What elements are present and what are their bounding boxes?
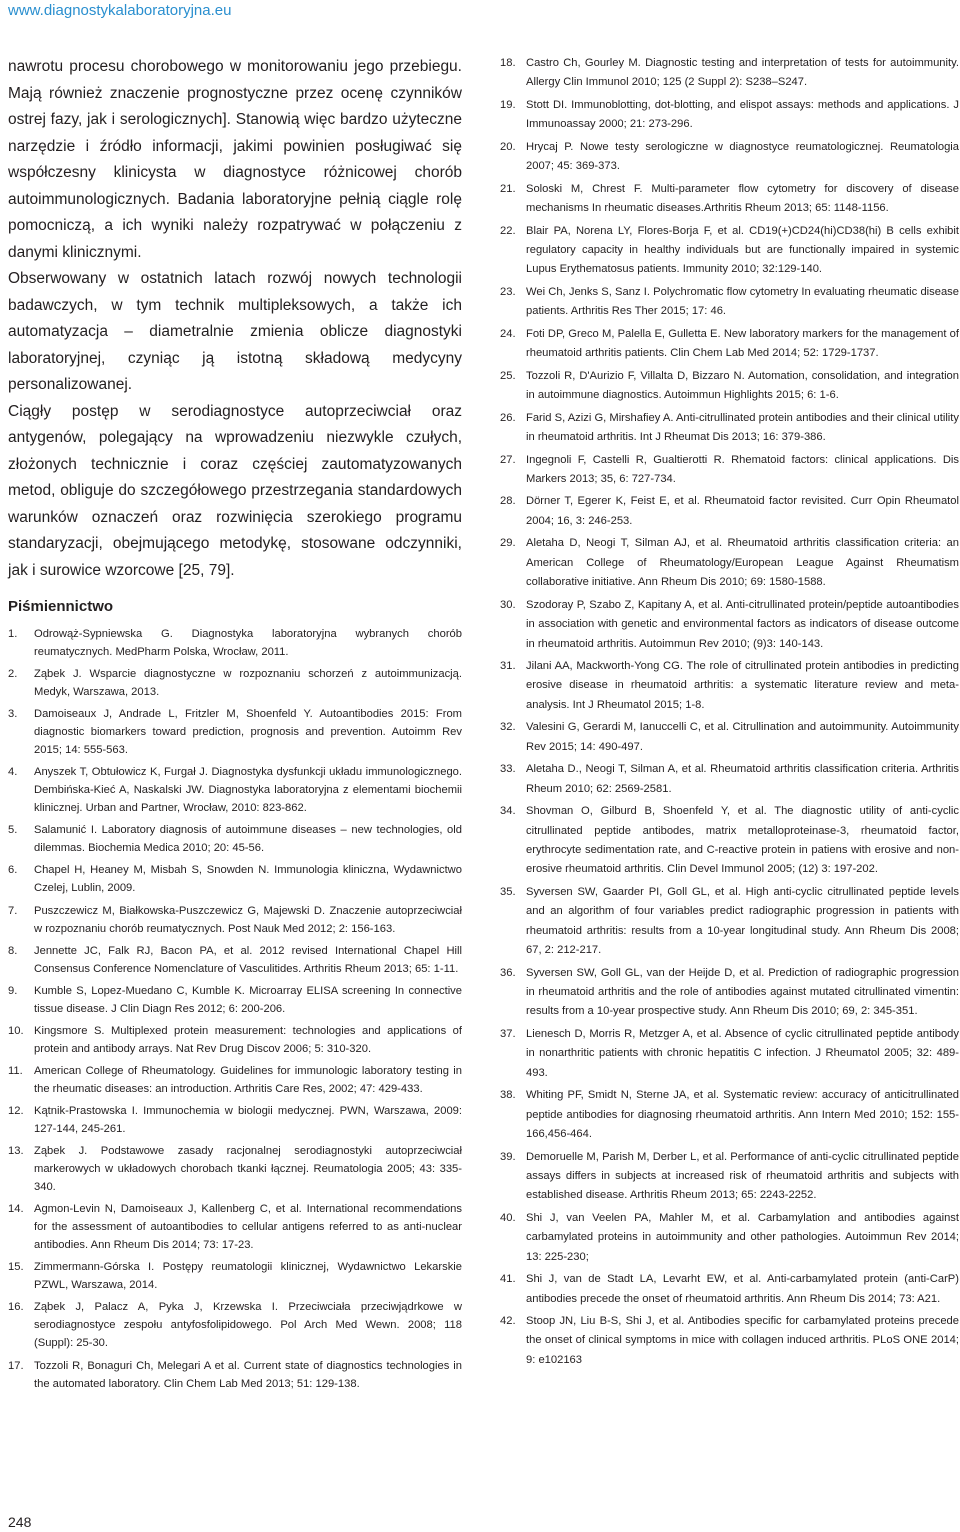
reference-item	[500, 1209, 959, 1267]
reference-number: 4.	[8, 766, 18, 779]
reference-number: 28.	[500, 495, 516, 508]
reference-number: 18.	[500, 57, 516, 69]
reference-item	[8, 763, 462, 817]
reference-number: 35.	[500, 885, 516, 898]
reference-text: Jilani AA, Mackworth-Yong CG. The role of citrullinated protein antibodies in predicting erosive disease in rheumatoid arthritis: a systematic literature review and meta-analysis. Int J Rheumatol 2015; 1-8.	[526, 660, 959, 711]
reference-item	[500, 1086, 959, 1144]
reference-number: 25.	[500, 369, 516, 382]
reference-text: Salamunić I. Laboratory diagnosis of autoimmune diseases – new technologies, old dilemmas. Biochemia Medica 2010; 20: 45-56.	[34, 824, 462, 855]
reference-item	[500, 222, 959, 280]
references-list-left	[8, 625, 462, 1397]
reference-item	[500, 1312, 959, 1370]
reference-item	[500, 1025, 959, 1083]
reference-item	[500, 492, 959, 531]
reference-number: 5.	[8, 824, 18, 837]
reference-number: 29.	[500, 537, 516, 550]
reference-item	[8, 1357, 462, 1393]
reference-item	[500, 596, 959, 654]
reference-text: Aletaha D, Neogi T, Silman AJ, et al. Rheumatoid arthritis classification criteria: an American College of Rheumatology/European League Against Rheumatism collaborative initiative. Ann Rheum Dis 2010; 69: 1580-1588.	[526, 537, 959, 589]
reference-number: 26.	[500, 411, 516, 424]
site-url-link[interactable]: www.diagnostykalaboratoryjna.eu	[8, 2, 232, 19]
reference-number: 3.	[8, 708, 18, 721]
reference-number: 2.	[8, 668, 18, 681]
reference-number: 15.	[8, 1261, 24, 1274]
reference-text: Kumble S, Lopez-Muedano C, Kumble K. Microarray ELISA screening In connective tissue disease. J Clin Diagn Res 2012; 6: 200-206.	[34, 984, 462, 1015]
reference-text: Jennette JC, Falk RJ, Bacon PA, et al. 2012 revised International Chapel Hill Consensus Conference Nomenclature of Vasculitides. Arthritis Rheum 2013; 65: 1-11.	[34, 944, 462, 975]
reference-item	[500, 283, 959, 322]
reference-number: 8.	[8, 944, 18, 957]
reference-number: 30.	[500, 598, 516, 611]
reference-item	[500, 1148, 959, 1206]
reference-number: 1.	[8, 628, 18, 640]
references-list-right	[500, 54, 959, 1373]
reference-item	[500, 325, 959, 364]
reference-text: Wei Ch, Jenks S, Sanz I. Polychromatic flow cytometry In evaluating rheumatic disease patients. Arthritis Res Ther 2015; 17: 46.	[526, 285, 959, 318]
reference-item	[500, 180, 959, 219]
reference-text: Stoop JN, Liu B-S, Shi J, et al. Antibodies specific for carbamylated proteins precede the onset of clinical symptoms in mice with collagen induced arthritis. PLoS ONE 2014; 9: e102163	[526, 1315, 959, 1366]
body-paragraph: Ciągły postęp w serodiagnostyce autoprzeciwciał oraz antygenów, polegający na wprowadzeniu niezwykle czułych, złożonych technicznie i coraz częściej zautomatyzowanych metod, obliguje do szczegółowego przestrzegania standardowych warunków oznaczeń oraz rozwinięcia szerokiego programu standaryzacji, obejmującego metodykę, stosowane odczynniki, jak i surowice wzorcowe [25, 79].	[8, 402, 462, 579]
reference-number: 38.	[500, 1089, 516, 1102]
reference-text: Shovman O, Gilburd B, Shoenfeld Y, et al. The diagnostic utility of anti-cyclic citrullinated peptide antibodes, matrix metalloproteinase-3, rheumatoid factor, erythrocyte sedimentation rate, and C-reactive protein in patiens with erosive and non-erosive rheumatoid arthritis. Clin Devel Immunol 2005; (12) 3: 197-202.	[526, 805, 959, 876]
reference-item	[8, 1102, 462, 1138]
reference-item	[500, 534, 959, 592]
reference-number: 32.	[500, 721, 516, 734]
article-body	[8, 54, 462, 584]
reference-number: 13.	[8, 1145, 24, 1158]
reference-number: 9.	[8, 984, 18, 997]
reference-number: 21.	[500, 182, 516, 195]
reference-text: American College of Rheumatology. Guidelines for immunologic laboratory testing in the rheumatic diseases: an introduction. Arthritis Care Res, 2002; 47: 429-433.	[34, 1064, 462, 1095]
reference-number: 34.	[500, 805, 516, 818]
reference-text: Syversen SW, Gaarder PI, Goll GL, et al. High anti-cyclic citrullinated peptide levels and an algorithm of four variables predict radiographic progression in patients with rheumatoid arthritis: results from a 10-year longitudinal study. Ann Rheum Dis 2008; 67, 2: 212-217.	[526, 885, 959, 957]
reference-item	[500, 883, 959, 961]
reference-text: Stott DI. Immunoblotting, dot-blotting, and elispot assays: methods and applications. J Immunoassay 2000; 21: 273-296.	[526, 98, 959, 131]
reference-text: Chapel H, Heaney M, Misbah S, Snowden N. Immunologia kliniczna, Wydawnictwo Czelej, Lublin, 2009.	[34, 864, 462, 895]
reference-item	[500, 96, 959, 135]
reference-item	[8, 902, 462, 938]
reference-number: 12.	[8, 1105, 24, 1118]
reference-number: 33.	[500, 763, 516, 776]
reference-number: 16.	[8, 1301, 24, 1314]
reference-text: Castro Ch, Gourley M. Diagnostic testing and interpretation of tests for autoimmunity. Allergy Clin Immunol 2010; 125 (2 Suppl 2): S238–S247.	[526, 57, 959, 89]
body-paragraph: nawrotu procesu chorobowego w monitorowaniu jego przebiegu. Mają również znaczenie prognostyczne przez ocenę czynników ostrej fazy, jak i serologicznych]. Stanowią więc bardzo użyteczne narzędzie i źródło informacji, jakimi powinien posługiwać się współczesny klinicysta w diagnostyce różnicowej chorób autoimmunologicznych. Badania laboratoryjne pełnią ciągle rolę pomocniczą, a ich wyniki należy rozpatrywać w połączeniu z danymi klinicznymi.	[8, 58, 462, 261]
reference-item	[500, 138, 959, 177]
reference-text: Blair PA, Norena LY, Flores-Borja F, et al. CD19(+)CD24(hi)CD38(hi) B cells exhibit regulatory capacity in healthy individuals but are functionally impaired in systemic Lupus Erythematosus patients. Immunity 2010; 32:129-140.	[526, 224, 959, 276]
reference-number: 36.	[500, 966, 516, 979]
reference-number: 40.	[500, 1211, 516, 1224]
reference-number: 17.	[8, 1359, 24, 1372]
reference-item	[8, 1298, 462, 1352]
reference-item	[500, 451, 959, 490]
reference-text: Agmon-Levin N, Damoiseaux J, Kallenberg C, et al. International recommendations for the assessment of autoantibodies to cellular antigens referred to as anti-nuclear antibodies. Ann Rheum Dis 2014; 73: 17-23.	[34, 1203, 462, 1252]
reference-item	[8, 821, 462, 857]
reference-item	[8, 982, 462, 1018]
reference-text: Whiting PF, Smidt N, Sterne JA, et al. Systematic review: accuracy of anticitrullinated peptide antibodies for diagnosing rheumatoid arthritis. Ann Intern Med 2010; 152: 155-166,456-464.	[526, 1089, 959, 1140]
reference-number: 24.	[500, 327, 516, 340]
reference-number: 20.	[500, 140, 516, 153]
reference-item	[500, 409, 959, 448]
reference-text: Hrycaj P. Nowe testy serologiczne w diagnostyce reumatologicznej. Reumatologia 2007; 45: 369-373.	[526, 140, 959, 173]
reference-text: Soloski M, Chrest F. Multi-parameter flow cytometry for discovery of disease mechanisms In rheumatic diseases.Arthritis Rheum 2013; 65: 1148-1156.	[526, 182, 959, 215]
reference-text: Valesini G, Gerardi M, Ianuccelli C, et al. Citrullination and autoimmunity. Autoimmunity Rev 2015; 14: 490-497.	[526, 721, 959, 753]
reference-item	[500, 367, 959, 406]
reference-number: 7.	[8, 904, 18, 917]
reference-text: Lienesch D, Morris R, Metzger A, et al. Absence of cyclic citrullinated peptide antibody in nonarthritic patients with chronic hepatitis C infection. J Rheumatol 2005; 32: 489-493.	[526, 1027, 959, 1079]
reference-text: Odrowąż-Sypniewska G. Diagnostyka laboratoryjna wybranych chorób reumatycznych. MedPharm Polska, Wrocław, 2011.	[34, 628, 462, 658]
reference-text: Ząbek J. Podstawowe zasady racjonalnej serodiagnostyki autoprzeciwciał markerowych w układowych chorobach tkanki łącznej. Reumatologia 2005; 43: 335-340.	[34, 1145, 462, 1194]
reference-number: 10.	[8, 1024, 24, 1037]
reference-text: Kątnik-Prastowska I. Immunochemia w biologii medycznej. PWN, Warszawa, 2009: 127-144, 245-261.	[34, 1105, 462, 1136]
reference-text: Ząbek J, Palacz A, Pyka J, Krzewska I. Przeciwciała przeciwjądrkowe w serodiagnostyce zespołu antyfosfolipidowego. Pol Arch Med Wewn. 2008; 118 (Suppl): 25-30.	[34, 1301, 462, 1350]
reference-item	[500, 802, 959, 880]
reference-text: Demoruelle M, Parish M, Derber L, et al. Performance of anti-cyclic citrullinated peptide assays differs in subjects at increased risk of rheumatoid arthritis and subjects with established disease. Arthritis Rheum 2013; 65: 2243-2252.	[526, 1150, 959, 1202]
reference-number: 23.	[500, 285, 516, 298]
reference-item	[500, 760, 959, 799]
reference-item	[8, 665, 462, 701]
reference-number: 22.	[500, 224, 516, 237]
reference-item	[8, 625, 462, 661]
body-paragraph: Obserwowany w ostatnich latach rozwój nowych technologii badawczych, w tym technik multipleksowych, a także ich automatyzacja – diametralnie zmienia oblicze diagnostyki laboratoryjnej, czyniąc ją istotną składową medycyny personalizowanej.	[8, 270, 462, 393]
reference-text: Zimmermann-Górska I. Postępy reumatologii klinicznej, Wydawnictwo Lekarskie PZWL, Warszawa, 2014.	[34, 1261, 462, 1292]
reference-number: 41.	[500, 1273, 516, 1286]
reference-item	[500, 54, 959, 93]
references-heading: Piśmiennictwo	[8, 598, 114, 615]
reference-number: 14.	[8, 1203, 24, 1216]
page-number: 248	[8, 1514, 32, 1530]
reference-text: Anyszek T, Obtułowicz K, Furgał J. Diagnostyka dysfunkcji układu immunologicznego. Dembińska-Kieć A, Naskalski JW. Diagnostyka laboratoryjna z elementami biochemii klinicznej. Urban and Partner, Wrocław, 2010: 823-862.	[34, 766, 462, 815]
reference-item	[500, 657, 959, 715]
reference-text: Syversen SW, Goll GL, van der Heijde D, et al. Prediction of radiographic progression in rheumatoid arthritis and the role of antibodies against mutated citrullinated vimentin: results from a 10-year prospective study. Ann Rheum Dis 2010; 69, 2: 345-351.	[526, 966, 959, 1018]
reference-number: 27.	[500, 453, 516, 466]
reference-item	[8, 1022, 462, 1058]
reference-text: Tozzoli R, D'Aurizio F, Villalta D, Bizzaro N. Automation, consolidation, and integration in autoimmune diagnostics. Autoimmun Highlights 2015; 6: 1-6.	[526, 369, 959, 402]
reference-text: Szodoray P, Szabo Z, Kapitany A, et al. Anti-citrullinated protein/peptide autoantibodies in association with genetic and environmental factors as indicators of disease outcome in rheumatoid arthritis. Autoimmun Rev 2010; (9)3: 140-143.	[526, 598, 959, 650]
reference-number: 31.	[500, 660, 516, 672]
reference-item	[8, 1258, 462, 1294]
reference-text: Foti DP, Greco M, Palella E, Gulletta E. New laboratory markers for the management of rheumatoid arthritis patients. Clin Chem Lab Med 2014; 52: 1729-1737.	[526, 327, 959, 360]
reference-number: 37.	[500, 1027, 516, 1040]
reference-text: Dörner T, Egerer K, Feist E, et al. Rheumatoid factor revisited. Curr Opin Rheumatol 2004; 16, 3: 246-253.	[526, 495, 959, 527]
reference-text: Aletaha D., Neogi T, Silman A, et al. Rheumatoid arthritis classification criteria. Arthritis Rheum 2010; 62: 2569-2581.	[526, 763, 959, 795]
reference-number: 6.	[8, 864, 18, 877]
reference-text: Tozzoli R, Bonaguri Ch, Melegari A et al. Current state of diagnostics technologies in the automated laboratory. Clin Chem Lab Med 2013; 51: 129-138.	[34, 1359, 462, 1390]
reference-number: 42.	[500, 1315, 516, 1328]
reference-text: Farid S, Azizi G, Mirshafiey A. Anti-citrullinated protein antibodies and their clinical utility in rheumatoid arthritis. Int J Rheumat Dis 2013; 16: 379-386.	[526, 411, 959, 444]
reference-item	[8, 1142, 462, 1196]
reference-item	[8, 705, 462, 759]
reference-text: Puszczewicz M, Białkowska-Puszczewicz G, Majewski D. Znaczenie autoprzeciwciał w rozpoznaniu chorób reumatycznych. Post Nauk Med 2012; 2: 156-163.	[34, 904, 462, 935]
reference-text: Shi J, van de Stadt LA, Levarht EW, et al. Anti-carbamylated protein (anti-CarP) antibodies precede the onset of rheumatoid arthritis. Ann Rheum Dis 2014; 73: A21.	[526, 1273, 959, 1305]
reference-number: 11.	[8, 1064, 23, 1077]
reference-text: Kingsmore S. Multiplexed protein measurement: technologies and applications of protein and antibody arrays. Nat Rev Drug Discov 2006; 5: 310-320.	[34, 1024, 462, 1055]
reference-item	[500, 718, 959, 757]
reference-number: 19.	[500, 98, 516, 111]
reference-text: Damoiseaux J, Andrade L, Fritzler M, Shoenfeld Y. Autoantibodies 2015: From diagnostic biomarkers toward prediction, prognosis and prevention. Autoimm Rev 2015; 14: 555-563.	[34, 708, 462, 757]
reference-item	[8, 942, 462, 978]
reference-text: Shi J, van Veelen PA, Mahler M, et al. Carbamylation and antibodies against carbamylated proteins in autoimmunity and other pathologies. Autoimmun Rev 2014; 13: 225-230;	[526, 1211, 959, 1263]
reference-item	[8, 1062, 462, 1098]
reference-item	[500, 1270, 959, 1309]
reference-item	[8, 861, 462, 897]
reference-item	[500, 964, 959, 1022]
reference-text: Ingegnoli F, Castelli R, Gualtierotti R. Rhematoid factors: clinical applications. Dis Markers 2013; 35, 6: 727-734.	[526, 453, 959, 485]
reference-text: Ząbek J. Wsparcie diagnostyczne w rozpoznaniu schorzeń z autoimmunizacją. Medyk, Warszawa, 2013.	[34, 668, 462, 699]
reference-item	[8, 1200, 462, 1254]
reference-number: 39.	[500, 1150, 516, 1163]
